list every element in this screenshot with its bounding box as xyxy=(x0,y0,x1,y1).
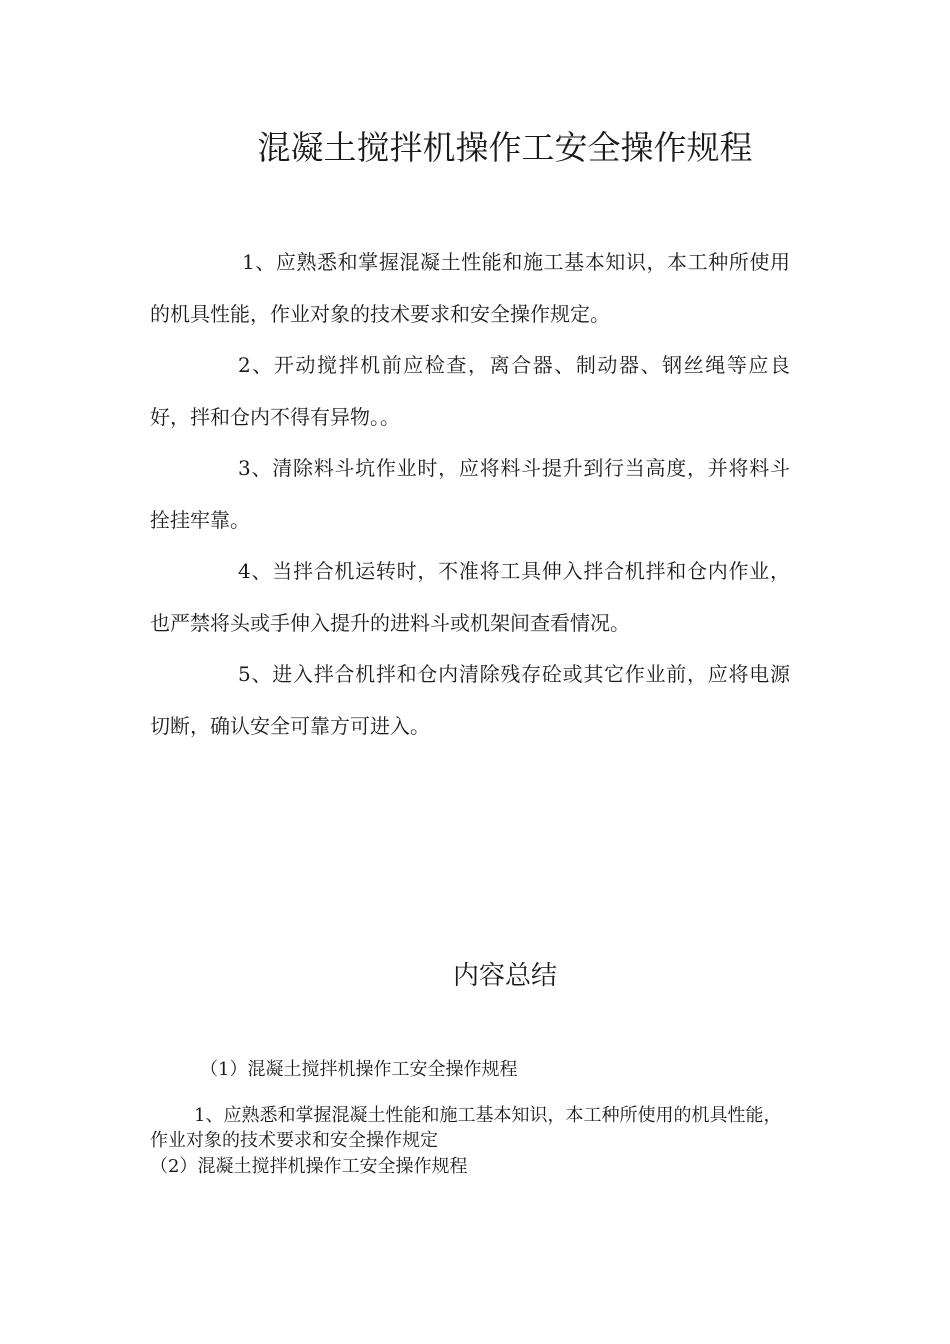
summary-item-2-heading: （2）混凝土搅拌机操作工安全操作规程 xyxy=(150,1156,468,1177)
paragraph-3: 3、清除料斗坑作业时，应将料斗提升到行当高度，并将料斗拴挂牢靠。 xyxy=(150,456,790,532)
summary-item-1-body: 1、应熟悉和掌握混凝土性能和施工基本知识，本工种所使用的机具性能，作业对象的技术要求和安全操作规定 xyxy=(150,1105,782,1151)
paragraph-1: 1、应熟悉和掌握混凝土性能和施工基本知识，本工种所使用的机具性能，作业对象的技术要求和安全操作规定。 xyxy=(150,250,790,326)
paragraph-4: 4、当拌合机运转时，不准将工具伸入拌合机拌和仓内作业，也严禁将头或手伸入提升的进料斗或机架间查看情况。 xyxy=(150,559,790,635)
summary-title: 内容总结 xyxy=(452,961,557,991)
summary-item-1-heading: （1）混凝土搅拌机操作工安全操作规程 xyxy=(200,1059,518,1080)
paragraph-2: 2、开动搅拌机前应检查，离合器、制动器、钢丝绳等应良好，拌和仓内不得有异物。。 xyxy=(150,353,790,429)
document-title: 混凝土搅拌机操作工安全操作规程 xyxy=(257,128,753,167)
paragraph-5: 5、进入拌合机拌和仓内清除残存砼或其它作业前，应将电源切断，确认安全可靠方可进入。 xyxy=(150,662,790,738)
